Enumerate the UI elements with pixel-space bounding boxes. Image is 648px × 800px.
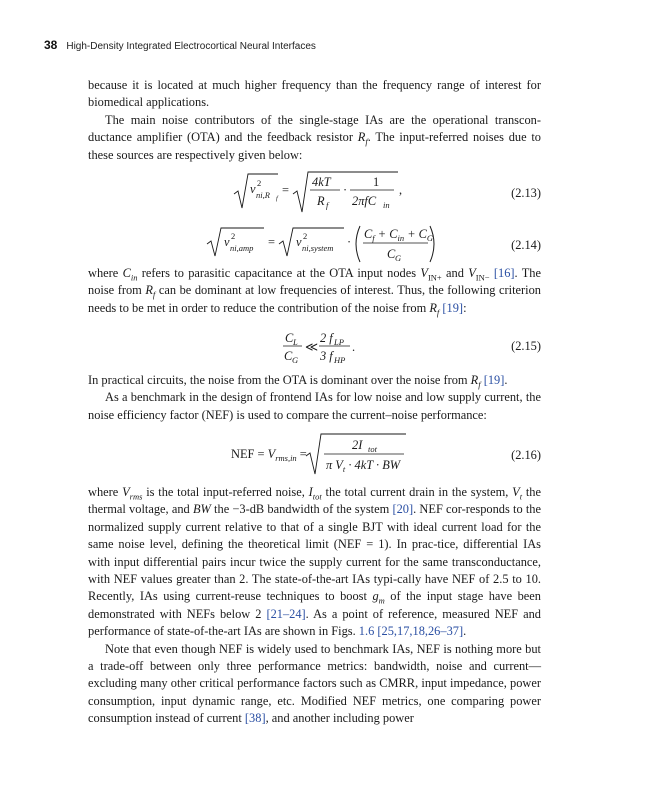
var-rf: R [357, 130, 366, 145]
text-block-nef [88, 484, 541, 728]
equation-2-15 [88, 328, 541, 366]
svg-text:LP: LP [334, 337, 344, 347]
eq13-lhs-v: v [250, 182, 256, 196]
svg-text:·: · [343, 183, 348, 197]
eq-2-14-math [88, 224, 541, 266]
svg-text:in: in [383, 200, 390, 210]
citation-link[interactable]: [20] [392, 502, 414, 517]
paragraph-noise-contributors: The main noise contributors of the single-stage IAs are the operational transcon-ductance amplifier (OTA) and the feedback resistor $R_f$. The input-referred noises due to these sources are respectively given below: [88, 112, 541, 162]
svg-text:2: 2 [257, 178, 262, 188]
svg-text:f: f [276, 195, 278, 202]
svg-text:,: , [399, 183, 403, 197]
svg-text:.: . [352, 340, 356, 354]
paragraph-nef-definition: where $V_{rms}$ is the total input-referred noise, $I_{tot}$ the total current drain in the system, $V_t$ the thermal voltage, and BW the −3-dB bandwidth of the system [20]. NEF cor-responds to the normalized supply current relative to that of a single BJT with ideal current load for the same noise level, defining the theoretical limit (NEF = 1). In prac-tice, differential IAs with input differential pairs incur twice the supply current for the same transconductance, with NEF values greater than 2. The state-of-the-art IAs typi-cally have NEF of 2.5 to 10. Recently, IAs using current-reuse techniques to boost $g_m$ of the input stage have been demonstrated with NEFs below 2 [21–24]. As a point of reference, measured NEF and performance of state-of-the-art IAs are shown in Figs. 1.6 [25,17,18,26–37]. [88, 485, 541, 639]
svg-text:4kT: 4kT [312, 175, 331, 189]
citation-link[interactable]: [38] [244, 711, 266, 726]
svg-text:≪: ≪ [305, 340, 318, 354]
svg-text:ni,R: ni,R [256, 190, 270, 200]
page-number: 38 [44, 38, 58, 52]
svg-text:L: L [293, 337, 298, 347]
svg-text:tot: tot [368, 444, 377, 454]
svg-text:G: G [395, 253, 402, 263]
svg-text:v: v [224, 235, 230, 249]
eq-number-2-15: (2.15) [511, 339, 541, 353]
svg-text:2: 2 [231, 231, 236, 241]
svg-text:·: · [347, 235, 352, 249]
citation-link[interactable]: [16] [493, 266, 515, 280]
equation-2-14 [88, 224, 541, 266]
running-header [44, 38, 316, 54]
svg-text:3 f: 3 f [320, 349, 333, 363]
equation-2-16 [88, 432, 541, 476]
paragraph-ota-dominant: In practical circuits, the noise from the OTA is dominant over the noise from $R_f$ [19]. [88, 373, 508, 390]
eq-2-16-math [88, 432, 541, 476]
svg-text:=: = [282, 183, 289, 197]
paragraph-parasitic-capacitance: where $C_{in}$ refers to parasitic capacitance at the OTA input nodes $V_{IN+}$ and $V_{IN-}$ [16]. The noise from $R_f$ can be dominant at low frequencies of interest. Thus, the following criterion needs to be met in order to reduce the contribution of the noise from $R_f$ [19]: [88, 266, 541, 318]
svg-text:1: 1 [373, 175, 380, 189]
svg-text:NEF = Vrms,in =: NEF = $V_{rms,in}$ = [231, 447, 307, 463]
svg-text:v: v [296, 235, 302, 249]
citation-link[interactable]: [19] [442, 300, 464, 315]
svg-text:C: C [387, 247, 396, 261]
paragraph-nef-intro: As a benchmark in the design of frontend IAs for low noise and low supply current, the noise efficiency factor (NEF) is used to compare the current–noise performance: [88, 390, 541, 422]
svg-text:Cf + Cin + CG: $C_f + C_{in} + C_G$ [364, 227, 434, 243]
svg-text:2πfC: 2πfC [352, 194, 377, 208]
text-block-top [88, 77, 541, 164]
svg-text:π Vt · 4kT · BW: π $V_t \cdot 4kT$ · BW [326, 458, 401, 474]
eq-number-2-14: (2.14) [511, 238, 541, 252]
svg-text:C: C [285, 331, 294, 345]
eq-number-2-13: (2.13) [511, 186, 541, 200]
text-block-benchmark [88, 372, 541, 424]
eq-2-15-math [88, 328, 541, 366]
running-title: High-Density Integrated Electrocortical Neural Interfaces [66, 41, 316, 52]
svg-text:=: = [268, 235, 275, 249]
eq-number-2-16: (2.16) [511, 448, 541, 462]
svg-text:f: f [326, 200, 329, 210]
citation-link[interactable]: [25,17,18,26–37] [377, 624, 464, 639]
svg-text:2 f: 2 f [320, 331, 333, 345]
text-block-parasitic [88, 265, 541, 317]
svg-text:C: C [284, 349, 293, 363]
paragraph-nef-tradeoff: Note that even though NEF is widely used to benchmark IAs, NEF is nothing more but a trade-off between only three performance metrics: bandwidth, noise and current—excluding many other critical performance factors such as CMRR, input impedance, power consumption, input dynamic range, etc. Modified NEF metrics, one comparing power consumption instead of current [38], and another including power [88, 641, 541, 726]
paragraph-continuation: because it is located at much higher frequency than the frequency range of interest for biomedical applications. [88, 78, 541, 110]
equation-2-13 [88, 172, 541, 214]
citation-link[interactable]: [19] [483, 373, 505, 387]
figure-link[interactable]: 1.6 [358, 624, 375, 639]
citation-link[interactable]: [21–24] [266, 606, 306, 621]
svg-text:G: G [292, 355, 299, 365]
svg-text:2I: 2I [352, 438, 363, 452]
svg-text:HP: HP [334, 355, 346, 365]
svg-text:ni,amp: ni,amp [230, 243, 254, 253]
svg-text:2: 2 [303, 231, 308, 241]
eq-2-13-math [88, 172, 541, 214]
svg-text:ni,system: ni,system [302, 243, 334, 253]
svg-text:R: R [317, 194, 325, 208]
